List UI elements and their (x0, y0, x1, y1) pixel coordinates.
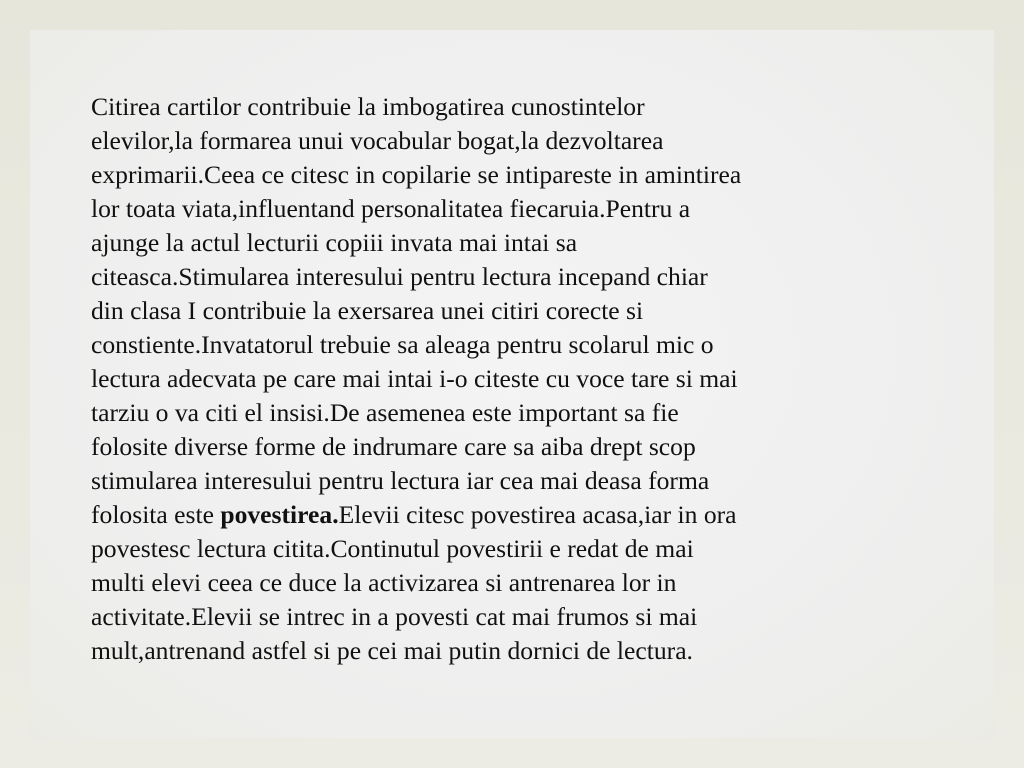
text-line: constiente.Invatatorul trebuie sa aleaga pentru scolarul mic o (91, 330, 714, 359)
text-line: activitate.Elevii se intrec in a povesti cat mai frumos si mai (91, 602, 698, 631)
text-line: elevilor,la formarea unui vocabular bogat,la dezvoltarea (91, 126, 664, 155)
text-line-with-bold (91, 498, 933, 532)
bold-keyword: povestirea. (220, 500, 339, 529)
text-line: lor toata viata,influentand personalitatea fiecaruia.Pentru a (91, 194, 691, 223)
text-segment: Elevii citesc povestirea acasa,iar in ora (338, 500, 737, 529)
text-line: tarziu o va citi el insisi.De asemenea este important sa fie (91, 398, 679, 427)
text-line: din clasa I contribuie la exersarea unei citiri corecte si (91, 296, 644, 325)
text-line: stimularea interesului pentru lectura iar cea mai deasa forma (91, 466, 710, 495)
text-line: Citirea cartilor contribuie la imbogatirea cunostintelor (91, 92, 645, 121)
text-line: exprimarii.Ceea ce citesc in copilarie se intipareste in amintirea (91, 160, 742, 189)
text-segment: folosita este (91, 500, 221, 529)
text-line: folosite diverse forme de indrumare care sa aiba drept scop (91, 432, 696, 461)
text-line: lectura adecvata pe care mai intai i-o citeste cu voce tare si mai (91, 364, 738, 393)
text-line: multi elevi ceea ce duce la activizarea si antrenarea lor in (91, 568, 677, 597)
text-line: citeasca.Stimularea interesului pentru lectura incepand chiar (91, 262, 708, 291)
text-line: ajunge la actul lecturii copiii invata mai intai sa (91, 228, 578, 257)
text-line: mult,antrenand astfel si pe cei mai putin dornici de lectura. (91, 636, 693, 665)
body-paragraph (91, 90, 933, 668)
text-line: povestesc lectura citita.Continutul povestirii e redat de mai (91, 534, 694, 563)
